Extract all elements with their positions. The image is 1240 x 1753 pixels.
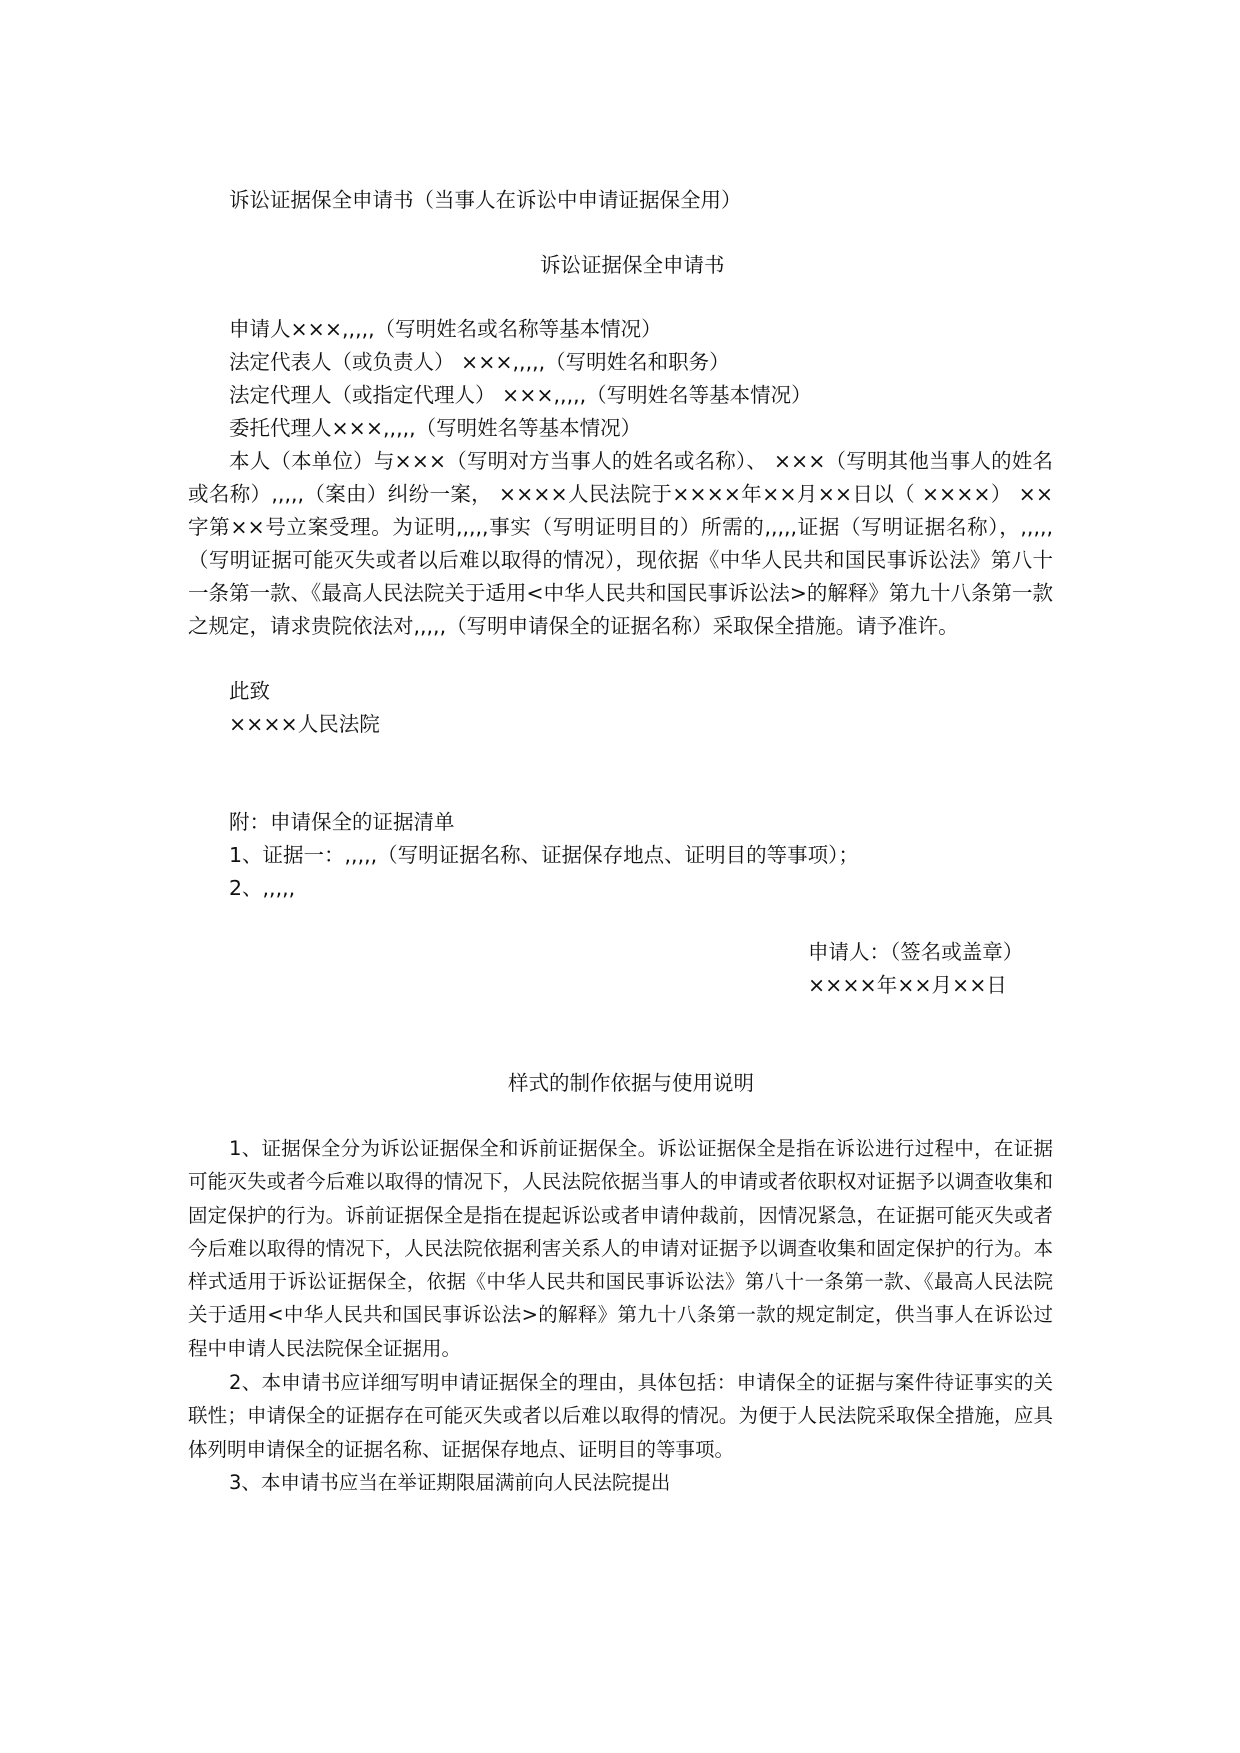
attachment-title: 附：申请保全的证据清单 (229, 810, 455, 834)
document-heading: 诉讼证据保全申请书（当事人在诉讼中申请证据保全用） (229, 188, 742, 212)
form-title: 诉讼证据保全申请书 (540, 253, 725, 277)
signature-date: ××××年××月××日 (808, 973, 1007, 997)
court-name: ××××人民法院 (229, 712, 380, 736)
signature-label: 申请人：（签名或盖章） (808, 940, 1024, 964)
instructions-paragraph-3: 3、本申请书应当在举证期限届满前向人民法院提出 (229, 1471, 671, 1494)
instructions-paragraph-1: 1、证据保全分为诉讼证据保全和诉前证据保全。诉讼证据保全是指在诉讼进行过程中，在证据可能灭失或者今后难以取得的情况下，人民法院依据当事人的申请或者依职权对证据予以调查收集和固定保护的行为。诉前证据保全是指在提起诉讼或者申请仲裁前，因情况紧急，在证据可能灭失或者今后难以取得的情况下，人民法院依据利害关系人的申请对证据予以调查收集和固定保护的行为。本样式适用于诉讼证据保全，依据《中华人民共和国民事诉讼法》第八十一条第一款、《最高人民法院关于适用<中华人民共和国民事诉讼法>的解释》第九十八条第一款的规定制定，供当事人在诉讼过程中申请人民法院保全证据用。 (188, 1137, 1053, 1360)
instructions-paragraph-2: 2、本申请书应详细写明申请证据保全的理由，具体包括：申请保全的证据与案件待证事实的关联性；申请保全的证据存在可能灭失或者以后难以取得的情况。为便于人民法院采取保全措施，应具体列明申请保全的证据名称、证据保存地点、证明目的等事项。 (188, 1371, 1053, 1461)
attachment-item-2: 2、,,,,, (229, 876, 296, 900)
party-line-legal-representative: 法定代表人（或负责人） ×××,,,,,（写明姓名和职务） (229, 350, 730, 374)
instructions-title: 样式的制作依据与使用说明 (508, 1071, 754, 1095)
salutation: 此致 (229, 679, 270, 703)
application-body-paragraph: 本人（本单位）与×××（写明对方当事人的姓名或名称）、 ×××（写明其他当事人的姓名或名称）,,,,,（案由）纠纷一案， ××××人民法院于××××年××月××日以（ ××××） ××字第××号立案受理。为证明,,,,,事实（写明证明目的）所需的,,,,,证据（写明证据名称），,,,,,（写明证据可能灭失或者以后难以取得的情况），现依据《中华人民共和国民事诉讼法》第八十一条第一款、《最高人民法院关于适用<中华人民共和国民事诉讼法>的解释》第九十八条第一款之规定，请求贵院依法对,,,,,（写明申请保全的证据名称）采取保全措施。请予准许。 (188, 449, 1053, 638)
party-line-entrusted-agent: 委托代理人×××,,,,,（写明姓名等基本情况） (229, 416, 642, 440)
party-line-applicant: 申请人×××,,,,,（写明姓名或名称等基本情况） (229, 317, 662, 341)
party-line-statutory-agent: 法定代理人（或指定代理人） ×××,,,,,（写明姓名等基本情况） (229, 383, 812, 407)
attachment-item-1: 1、证据一：,,,,,（写明证据名称、证据保存地点、证明目的等事项）； (229, 843, 859, 867)
